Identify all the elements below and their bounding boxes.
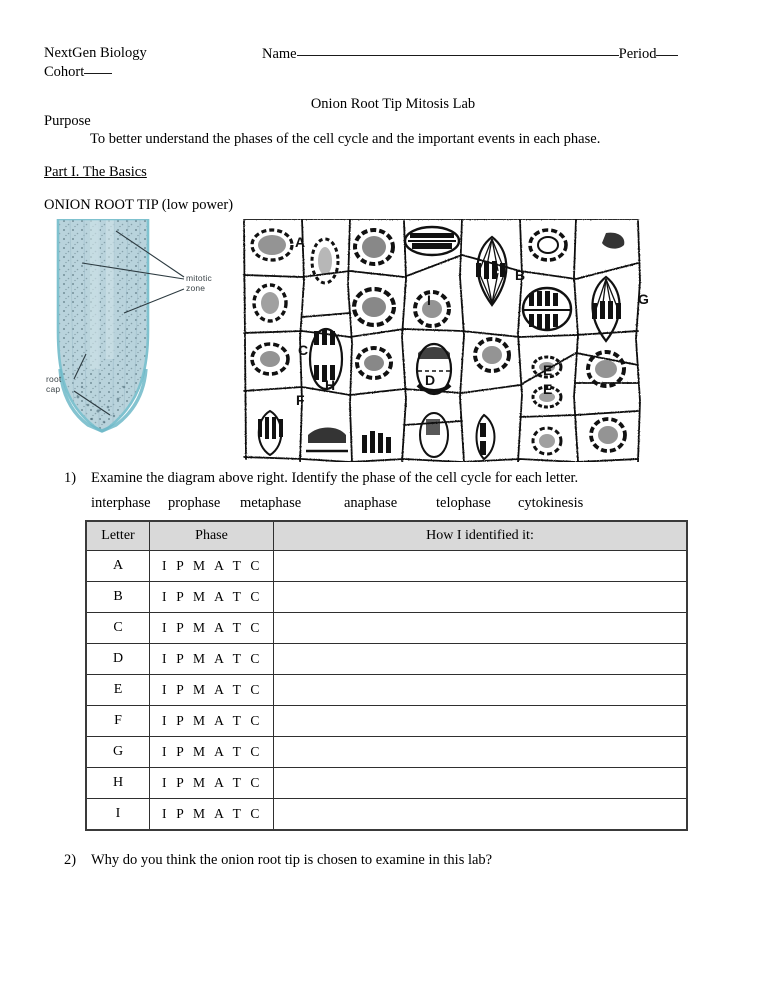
header-letter: Letter xyxy=(86,521,150,551)
table-header-row xyxy=(86,521,687,551)
table-row xyxy=(86,706,687,737)
cell-label-A: A xyxy=(295,234,306,250)
row-letter-I: I xyxy=(86,799,150,831)
row-phase-options-E[interactable] xyxy=(150,675,274,706)
row-how-C[interactable] xyxy=(274,613,688,644)
phase-options-text: I P M A T C xyxy=(162,806,263,821)
purpose-label: Purpose xyxy=(44,113,91,129)
header-phase: Phase xyxy=(150,521,274,551)
phase-options-text: I P M A T C xyxy=(162,682,263,697)
row-letter-D: D xyxy=(86,644,150,675)
row-how-F[interactable] xyxy=(274,706,688,737)
root-tip-image xyxy=(44,219,224,451)
phase-word-interphase: interphase xyxy=(91,495,151,511)
course-header xyxy=(44,44,147,82)
table-row xyxy=(86,644,687,675)
row-how-D[interactable] xyxy=(274,644,688,675)
onion-root-tip-micrograph xyxy=(44,219,224,451)
phase-word-telophase: telophase xyxy=(436,495,491,511)
table-row xyxy=(86,613,687,644)
row-letter-E: E xyxy=(86,675,150,706)
row-how-A[interactable] xyxy=(274,551,688,582)
question-2-number: 2) xyxy=(64,852,77,868)
row-how-E[interactable] xyxy=(274,675,688,706)
cell-label-G: G xyxy=(638,291,649,307)
figure-caption: ONION ROOT TIP (low power) xyxy=(44,197,234,213)
phase-options-text: I P M A T C xyxy=(162,558,263,573)
course-name: NextGen Biology xyxy=(44,45,147,61)
row-how-I[interactable] xyxy=(274,799,688,831)
mitosis-cell-diagram xyxy=(240,219,658,462)
cell-label-D: D xyxy=(425,372,436,388)
row-letter-G: G xyxy=(86,737,150,768)
cell-label-I: I xyxy=(427,292,431,308)
phase-options-text: I P M A T C xyxy=(162,651,263,666)
phase-word-anaphase: anaphase xyxy=(344,495,398,511)
row-how-B[interactable] xyxy=(274,582,688,613)
phase-options-text: I P M A T C xyxy=(162,713,263,728)
row-letter-F: F xyxy=(86,706,150,737)
phase-word-prophase: prophase xyxy=(168,495,221,511)
phase-options-text: I P M A T C xyxy=(162,589,263,604)
cell-label-E2: E xyxy=(543,381,553,397)
period-label: Period xyxy=(618,46,657,62)
question-1-number: 1) xyxy=(64,470,77,486)
phase-options-text: I P M A T C xyxy=(162,744,263,759)
mitotic-zone-label: mitotic zone xyxy=(186,273,212,293)
period-blank-line[interactable] xyxy=(656,55,678,56)
row-phase-options-G[interactable] xyxy=(150,737,274,768)
purpose-text: To better understand the phases of the cell cycle and the important events in each phase. xyxy=(90,131,601,147)
cohort-blank-line xyxy=(84,73,112,74)
cell-label-C: C xyxy=(298,342,309,358)
phase-options-text: I P M A T C xyxy=(162,775,263,790)
row-letter-A: A xyxy=(86,551,150,582)
root-cap-label: root cap xyxy=(46,374,62,394)
table-row xyxy=(86,551,687,582)
row-phase-options-A[interactable] xyxy=(150,551,274,582)
row-letter-B: B xyxy=(86,582,150,613)
phase-word-metaphase: metaphase xyxy=(240,495,302,511)
name-period-header xyxy=(262,45,678,64)
table-row xyxy=(86,768,687,799)
row-phase-options-F[interactable] xyxy=(150,706,274,737)
header-how-identified: How I identified it: xyxy=(274,521,688,551)
phase-identification-table xyxy=(85,520,688,831)
name-blank-line[interactable] xyxy=(297,55,619,56)
phase-word-bank xyxy=(91,495,671,512)
row-letter-H: H xyxy=(86,768,150,799)
page-title-text: Onion Root Tip Mitosis Lab xyxy=(310,96,476,112)
table-row xyxy=(86,737,687,768)
row-phase-options-D[interactable] xyxy=(150,644,274,675)
question-2-text: Why do you think the onion root tip is chosen to examine in this lab? xyxy=(91,852,493,868)
part-heading: Part I. The Basics xyxy=(44,164,147,180)
page-title xyxy=(0,96,768,113)
row-phase-options-C[interactable] xyxy=(150,613,274,644)
phase-options-text: I P M A T C xyxy=(162,620,263,635)
cell-label-B: B xyxy=(515,267,526,283)
row-letter-C: C xyxy=(86,613,150,644)
row-how-G[interactable] xyxy=(274,737,688,768)
cell-diagram-image xyxy=(240,219,658,462)
row-phase-options-H[interactable] xyxy=(150,768,274,799)
cohort-label: Cohort xyxy=(44,64,85,80)
row-phase-options-I[interactable] xyxy=(150,799,274,831)
table-row xyxy=(86,582,687,613)
phase-word-cytokinesis: cytokinesis xyxy=(518,495,584,511)
cell-label-F: F xyxy=(296,392,305,408)
row-phase-options-B[interactable] xyxy=(150,582,274,613)
cell-label-E: E xyxy=(543,362,553,378)
table-row xyxy=(86,675,687,706)
cell-label-H: H xyxy=(325,377,336,393)
name-label: Name xyxy=(262,46,297,62)
question-1-text: Examine the diagram above right. Identify the phase of the cell cycle for each letter. xyxy=(91,470,579,486)
row-how-H[interactable] xyxy=(274,768,688,799)
table-row xyxy=(86,799,687,831)
